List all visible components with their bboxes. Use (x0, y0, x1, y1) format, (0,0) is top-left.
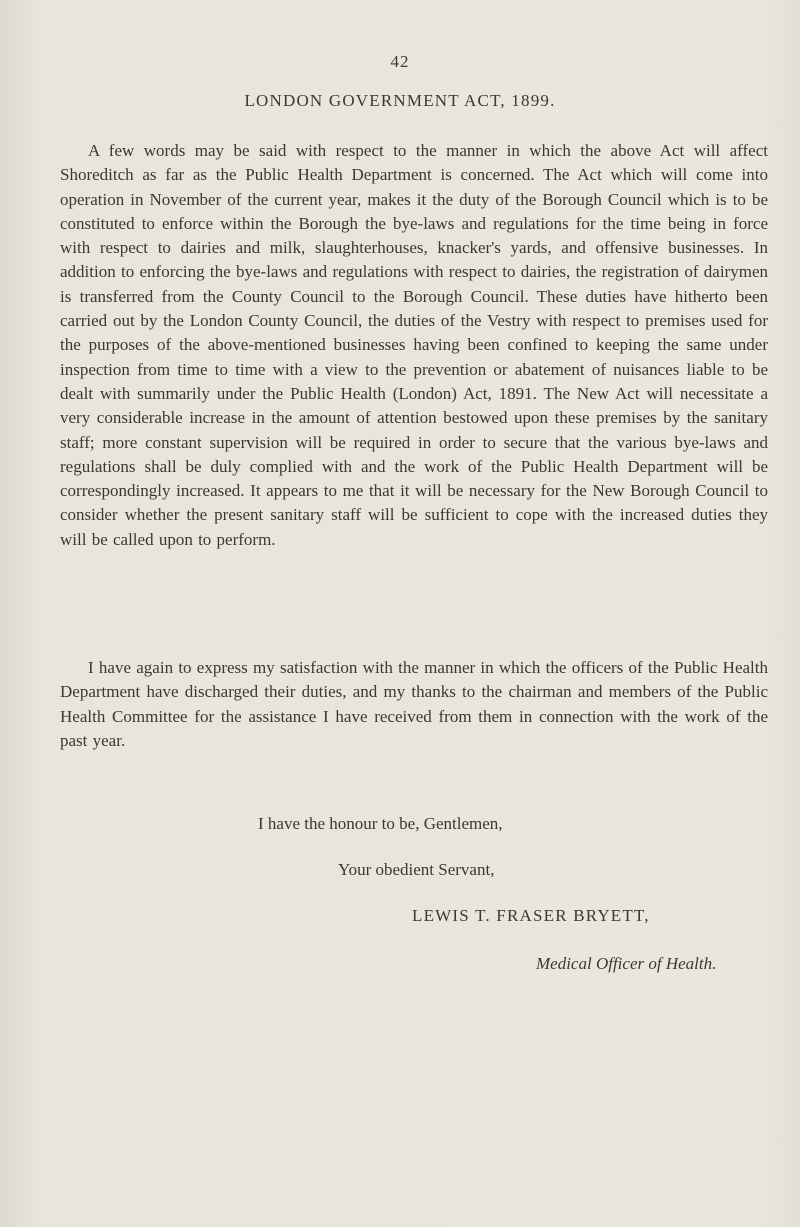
closing-servant: Your obedient Servant, (338, 860, 495, 879)
page-number: 42 (390, 52, 410, 71)
body-paragraph-1: A few words may be said with respect to the manner in which the above Act will affect Shoreditch as far as the Public Health Department is concerned. The Act which will come into operation in November of the current year, makes it the duty of the Borough Council which is to be constituted to enforce within the Borough the bye-laws and regulations for the time being in force with respect to dairies and milk, slaughterhouses, knacker's yards, and offensive businesses. In addition to enforcing the bye-laws and regulations with respect to dairies, the registration of dairymen is transferred from the County Council to the Borough Council. These duties have hitherto been carried out by the London County Council, the duties of the Vestry with respect to premises used for the purposes of the above-mentioned businesses having been confined to keeping the same under inspection from time to time with a view to the prevention or abatement of nuisances liable to be dealt with summarily under the Public Health (London) Act, 1891. The New Act will necessitate a very considerable increase in the amount of attention bestowed upon these premises by the sanitary staff; more constant supervision will be required in order to secure that the various bye-laws and regulations shall be duly complied with and the work of the Public Health Department will be correspondingly increased. It appears to me that it will be necessary for the New Borough Council to consider whether the present sanitary staff will be sufficient to cope with the increased duties they will be called upon to perform. (60, 141, 768, 549)
closing-salutation: I have the honour to be, Gentlemen, (258, 814, 503, 833)
signature-name: LEWIS T. FRASER BRYETT, (412, 906, 650, 925)
section-heading: LONDON GOVERNMENT ACT, 1899. (244, 91, 556, 110)
signature-title: Medical Officer of Health. (536, 954, 717, 973)
body-paragraph-2: I have again to express my satisfaction with the manner in which the officers of the Public Health Department have discharged their duties, and my thanks to the chairman and members of the Public Health Committee for the assistance I have received from them in connection with the work of the past year. (60, 658, 768, 750)
